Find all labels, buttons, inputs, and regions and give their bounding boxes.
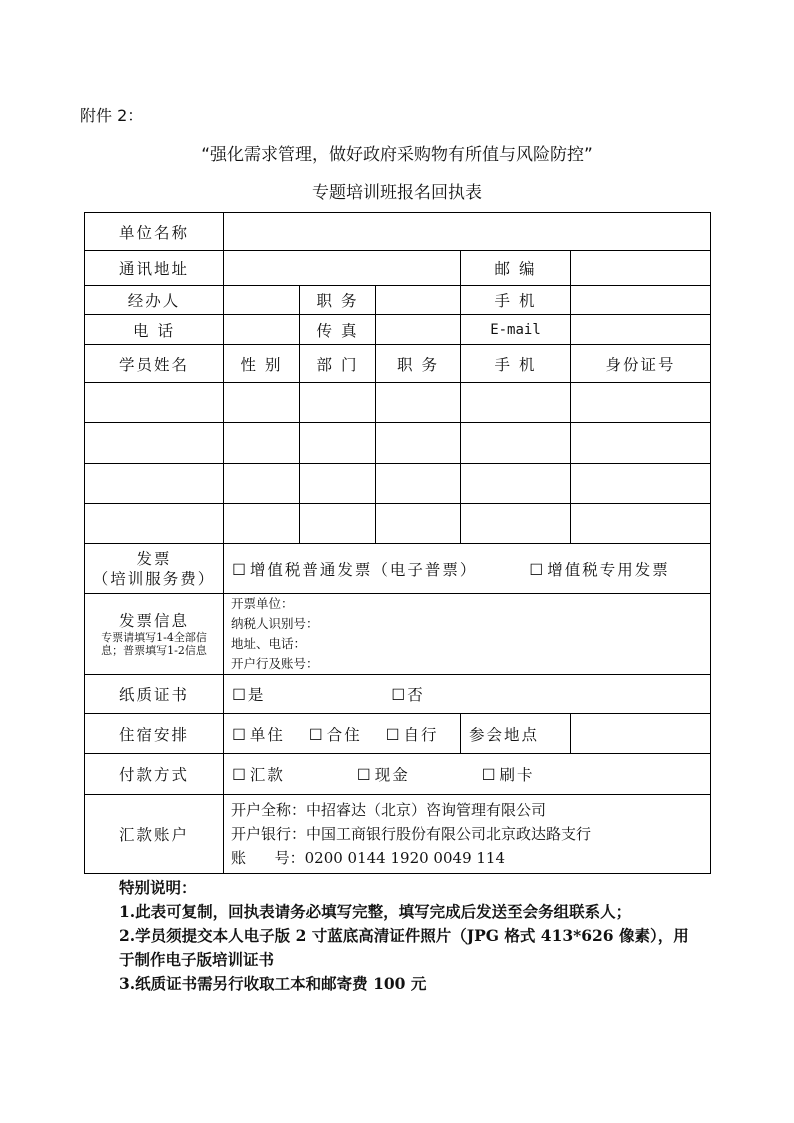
invoice-info-note: 专票请填写1-4全部信息；普票填写1-2信息 (101, 631, 207, 657)
col-position: 职 务 (376, 345, 461, 383)
student-cell[interactable] (376, 423, 461, 464)
student-cell[interactable] (376, 504, 461, 544)
student-cell[interactable] (300, 383, 376, 423)
email-label: E-mail (461, 315, 571, 345)
pay-cash-label: 现金 (374, 766, 410, 784)
address-field[interactable] (224, 251, 461, 286)
invoice-info-label (85, 594, 224, 675)
pay-card-option[interactable] (482, 766, 535, 784)
paper-no-label: 否 (407, 686, 423, 704)
checkbox-icon: ☐ (232, 766, 248, 784)
student-cell[interactable] (224, 504, 300, 544)
student-cell[interactable] (300, 464, 376, 504)
checkbox-icon: ☐ (391, 686, 406, 704)
lodging-self-label: 自行 (403, 725, 439, 744)
invoice-special-option[interactable] (529, 561, 669, 579)
phone-field[interactable] (224, 315, 300, 345)
student-cell[interactable] (224, 464, 300, 504)
student-cell[interactable] (571, 504, 711, 544)
invoice-label-line1: 发票 (136, 549, 172, 568)
note-item-2: 2.学员须提交本人电子版 2 寸蓝底高清证件照片（JPG 格式 413*626 像素），用于制作电子版培训证书 (119, 926, 689, 969)
student-cell[interactable] (85, 383, 224, 423)
student-cell[interactable] (461, 464, 571, 504)
checkbox-icon: ☐ (232, 560, 248, 579)
fax-label: 传 真 (300, 315, 376, 345)
col-id-number: 身份证号 (571, 345, 711, 383)
student-row (85, 464, 711, 504)
note-item-3: 3.纸质证书需另行收取工本和邮寄费 100 元 (119, 974, 427, 993)
registration-form (84, 212, 711, 874)
student-cell[interactable] (376, 464, 461, 504)
student-cell[interactable] (571, 464, 711, 504)
invoice-label (85, 544, 224, 594)
student-cell[interactable] (300, 423, 376, 464)
checkbox-icon: ☐ (356, 766, 373, 784)
pay-cash-option[interactable] (357, 766, 410, 784)
account-details (224, 795, 711, 874)
checkbox-icon: ☐ (232, 725, 248, 744)
student-cell[interactable] (571, 423, 711, 464)
account-number: 账 号：0200 0144 1920 0049 114 (231, 849, 506, 867)
student-cell[interactable] (461, 383, 571, 423)
invoice-address-line: 地址、电话： (231, 636, 307, 651)
unit-name-label: 单位名称 (85, 213, 224, 251)
lodging-label: 住宿安排 (85, 714, 224, 754)
payment-options (224, 754, 711, 795)
pay-transfer-option[interactable] (232, 766, 285, 784)
student-cell[interactable] (300, 504, 376, 544)
venue-label: 参会地点 (461, 714, 571, 754)
student-cell[interactable] (85, 504, 224, 544)
col-gender: 性 别 (224, 345, 300, 383)
contact-position-field[interactable] (376, 286, 461, 315)
student-cell[interactable] (461, 423, 571, 464)
pay-transfer-label: 汇款 (249, 766, 285, 784)
account-bank: 开户银行：中国工商银行股份有限公司北京政达路支行 (231, 825, 592, 843)
special-notes (119, 876, 689, 996)
lodging-shared-label: 合住 (326, 725, 362, 744)
contact-position-label: 职 务 (300, 286, 376, 315)
paper-no-option[interactable] (391, 686, 422, 704)
student-cell[interactable] (224, 383, 300, 423)
unit-name-field[interactable] (224, 213, 711, 251)
invoice-info-fields[interactable] (224, 594, 711, 675)
lodging-options (224, 714, 461, 754)
invoice-taxid-line: 纳税人识别号： (231, 616, 319, 631)
venue-field[interactable] (571, 714, 711, 754)
checkbox-icon: ☐ (529, 560, 546, 579)
paper-yes-label: 是 (247, 686, 264, 704)
student-row (85, 504, 711, 544)
email-field[interactable] (571, 315, 711, 345)
document-subtitle: 专题培训班报名回执表 (312, 183, 482, 203)
student-cell[interactable] (85, 423, 224, 464)
contact-mobile-field[interactable] (571, 286, 711, 315)
student-cell[interactable] (461, 504, 571, 544)
student-cell[interactable] (376, 383, 461, 423)
paper-cert-label: 纸质证书 (85, 675, 224, 714)
paper-yes-option[interactable] (232, 686, 263, 704)
checkbox-icon: ☐ (385, 725, 402, 744)
invoice-company-line: 开票单位： (231, 596, 294, 611)
checkbox-icon: ☐ (232, 686, 246, 704)
invoice-label-line2: （培训服务费） (92, 569, 216, 588)
invoice-options (224, 544, 711, 594)
invoice-special-label: 增值税专用发票 (547, 560, 670, 579)
invoice-general-option[interactable] (232, 561, 477, 579)
col-student-name: 学员姓名 (85, 345, 224, 383)
invoice-general-label: 增值税普通发票（电子普票） (249, 560, 478, 579)
note-item-1: 1.此表可复制，回执表请务必填写完整，填写完成后发送至会务组联系人； (119, 902, 632, 921)
col-department: 部 门 (300, 345, 376, 383)
lodging-single-option[interactable] (232, 726, 285, 744)
invoice-info-title: 发票信息 (118, 612, 189, 630)
document-title: “强化需求管理，做好政府采购物有所值与风险防控” (201, 145, 593, 165)
postcode-field[interactable] (571, 251, 711, 286)
postcode-label: 邮 编 (461, 251, 571, 286)
student-row (85, 383, 711, 423)
student-row (85, 423, 711, 464)
student-cell[interactable] (85, 464, 224, 504)
paper-cert-options (224, 675, 711, 714)
invoice-bank-line: 开户行及账号： (231, 656, 319, 671)
account-name: 开户全称：中招睿达（北京）咨询管理有限公司 (231, 801, 547, 819)
contact-mobile-label: 手 机 (461, 286, 571, 315)
contact-label: 经办人 (85, 286, 224, 315)
lodging-single-label: 单住 (249, 725, 285, 744)
student-cell[interactable] (571, 383, 711, 423)
account-label: 汇款账户 (85, 795, 224, 874)
attachment-label: 附件 2： (80, 106, 144, 125)
col-mobile: 手 机 (461, 345, 571, 383)
checkbox-icon: ☐ (308, 725, 325, 744)
notes-heading: 特别说明： (119, 878, 197, 897)
lodging-shared-option[interactable] (309, 726, 362, 744)
checkbox-icon: ☐ (481, 766, 498, 784)
pay-card-label: 刷卡 (499, 766, 535, 784)
address-label: 通讯地址 (85, 251, 224, 286)
student-cell[interactable] (224, 423, 300, 464)
contact-field[interactable] (224, 286, 300, 315)
payment-label: 付款方式 (85, 754, 224, 795)
lodging-self-option[interactable] (386, 726, 439, 744)
phone-label: 电 话 (85, 315, 224, 345)
fax-field[interactable] (376, 315, 461, 345)
